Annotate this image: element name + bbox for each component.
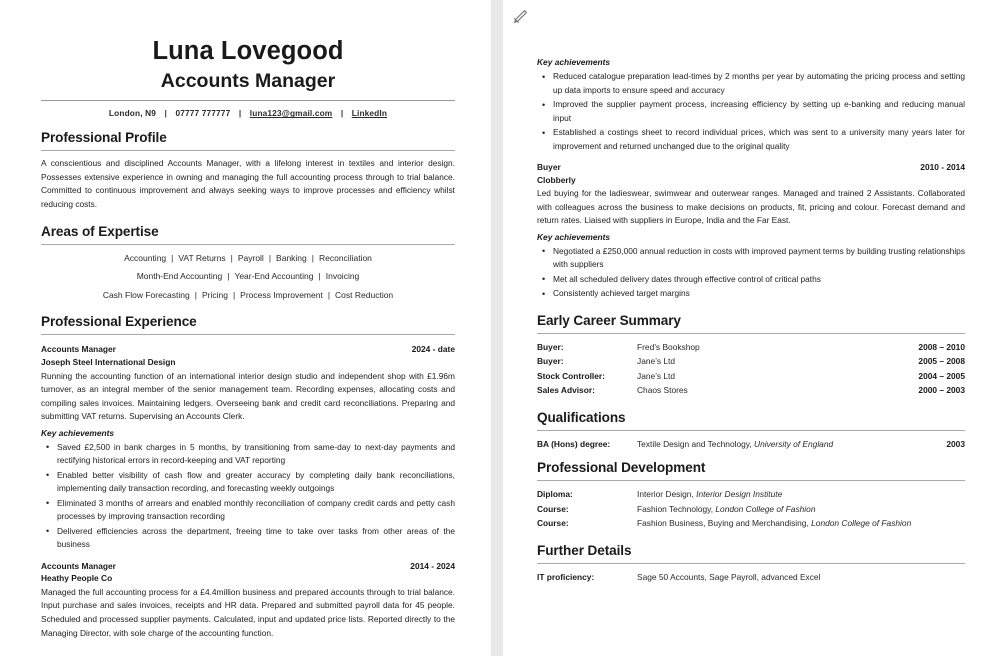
- expertise-separator: |: [232, 289, 236, 300]
- experience-title-row: [41, 560, 455, 573]
- expertise-separator: |: [268, 252, 272, 263]
- contact-location: London, N9: [108, 108, 157, 119]
- key-achievements-list-continued: [537, 70, 965, 153]
- expertise-item: Invoicing: [325, 271, 360, 282]
- qualification-year: 2003: [946, 438, 965, 449]
- achievement-bullet: • Eliminated 3 months of arrears and enabled monthly reconciliation of company credit cards and petty cash processes by improving transaction recording: [57, 497, 455, 524]
- expertise-item: VAT Returns: [178, 252, 226, 263]
- contact-separator: |: [164, 108, 167, 119]
- achievement-bullet: • Consistently achieved target margins: [553, 287, 965, 301]
- achievement-bullet: • Established a costings sheet to record individual prices, which was sent to a university many years later for improvement and returned unchanged due to the original quality: [553, 126, 965, 153]
- further-details-value: Sage 50 Accounts, Sage Payroll, advanced Excel: [637, 571, 821, 582]
- section-rule: [537, 480, 965, 481]
- contact-line: [41, 108, 455, 118]
- qualification-detail: Textile Design and Technology, University of England: [637, 438, 834, 449]
- early-career-years: 2005 – 2008: [918, 356, 965, 367]
- section-heading-professional-development: Professional Development: [537, 460, 706, 476]
- development-institution: Interior Design Institute: [696, 489, 783, 500]
- achievement-bullet: • Met all scheduled delivery dates through effective control of critical paths: [553, 273, 965, 287]
- experience-company: Heathy People Co: [41, 573, 113, 584]
- expertise-separator: |: [327, 289, 331, 300]
- achievement-bullet: • Delivered efficiencies across the department, freeing time to take over tasks from other areas of the business: [57, 525, 455, 552]
- expertise-separator: |: [194, 289, 197, 300]
- detail-row: [537, 516, 965, 530]
- key-achievements-label: Key achievements: [537, 231, 611, 242]
- experience-entry: [41, 560, 455, 640]
- expertise-separator: |: [318, 271, 321, 282]
- development-label: Diploma:: [537, 489, 573, 500]
- experience-job-title: Buyer: [537, 162, 561, 173]
- achievement-bullet: • Improved the supplier payment process, increasing efficiency by setting up e-banking and reducing manual input: [553, 98, 965, 125]
- expertise-item: Banking: [276, 252, 307, 263]
- expertise-item: Cash Flow Forecasting: [102, 289, 190, 300]
- page-left: [0, 0, 491, 656]
- section-rule: [41, 150, 455, 151]
- experience-entry: [537, 161, 965, 301]
- expertise-item: Cost Reduction: [335, 289, 394, 300]
- experience-title-row: [41, 343, 455, 356]
- experience-title-row: [537, 161, 965, 174]
- detail-row: [537, 487, 965, 501]
- pen-annotation-icon: [512, 9, 528, 25]
- experience-dates: 2010 - 2014: [920, 162, 965, 173]
- section-rule: [537, 333, 965, 334]
- early-career-role: Buyer:: [537, 341, 564, 352]
- achievement-bullet: • Reduced catalogue preparation lead-times by 2 months per year by automating the pricing process and setting up data imports to ensure speed and accuracy: [553, 70, 965, 97]
- expertise-item: Reconciliation: [318, 252, 372, 263]
- early-career-employer: Chaos Stores: [637, 385, 688, 396]
- detail-row: [537, 354, 965, 368]
- expertise-item: Month-End Accounting: [136, 271, 223, 282]
- early-career-role: Buyer:: [537, 356, 564, 367]
- experience-dates: 2024 - date: [411, 344, 455, 355]
- experience-job-title: Accounts Manager: [41, 344, 116, 355]
- achievement-bullet: • Enabled better visibility of cash flow and greater accuracy by completing daily bank reconciliations, implementing daily transaction recording, and forecasting weekly outgoings: [57, 469, 455, 496]
- areas-of-expertise-list: [41, 251, 455, 303]
- qualification-institution: University of England: [754, 438, 834, 449]
- early-career-years: 2008 – 2010: [918, 341, 965, 352]
- candidate-name: Luna Lovegood: [152, 37, 344, 65]
- key-achievements-label: Key achievements: [41, 427, 115, 438]
- experience-dates: 2014 - 2024: [410, 560, 455, 571]
- early-career-years: 2000 – 2003: [918, 385, 965, 396]
- early-career-years: 2004 – 2005: [918, 370, 965, 381]
- expertise-separator: |: [311, 252, 314, 263]
- early-career-employer: Fred’s Bookshop: [637, 341, 700, 352]
- development-institution: London College of Fashion: [715, 503, 816, 514]
- early-career-employer: Jane’s Ltd: [637, 356, 676, 367]
- detail-row: [537, 502, 965, 516]
- early-career-employer: Jane’s Ltd: [637, 370, 676, 381]
- development-institution: London College of Fashion: [811, 518, 912, 529]
- expertise-item: Payroll: [237, 252, 264, 263]
- expertise-item: Pricing: [201, 289, 228, 300]
- development-detail: Fashion Business, Buying and Merchandising, London College of Fashion: [637, 518, 912, 529]
- development-label: Course:: [537, 518, 569, 529]
- section-heading-qualifications: Qualifications: [537, 409, 626, 425]
- section-heading-further-details: Further Details: [537, 542, 632, 558]
- achievement-bullet: • Saved £2,500 in bank charges in 5 months, by transitioning from same-day to next-day payments and rectifying historical errors in record-keeping and VAT reporting: [57, 441, 455, 468]
- expertise-item: Process Improvement: [240, 289, 323, 300]
- detail-row: [537, 383, 965, 397]
- expertise-separator: |: [230, 252, 233, 263]
- contact-email-link[interactable]: luna123@gmail.com: [249, 108, 333, 119]
- section-rule: [537, 430, 965, 431]
- section-heading-early-career-summary: Early Career Summary: [537, 312, 681, 328]
- further-details-table: [537, 570, 965, 584]
- expertise-row: [41, 288, 455, 303]
- qualification-label: BA (Hons) degree:: [537, 438, 611, 449]
- expertise-item: Accounting: [124, 252, 167, 263]
- experience-description: Managed the full accounting process for a £4.4million business and prepared accounts through to trial balance. Input purchase and sales invoices, receipts and HR data. Prepared and submitted payroll data for 45 people. Scheduled and processed supplier payments. Calculated, input and updated price lists. Reported directly to the Managing Director, with sole charge of the accounting function.: [41, 586, 455, 638]
- expertise-item: Year-End Accounting: [234, 271, 314, 282]
- expertise-row: [41, 251, 455, 266]
- experience-description: Running the accounting function of an international interior design studio and independent shop with £1.96m turnover, as an integral member of the senior management team. Recording expenses, allocating costs and compiling sales invoices. Maintaining ledgers. Overseeing bank and credit card reconciliations. Preparing and submitting VAT returns. Supervising an Accounts Clerk.: [41, 370, 455, 422]
- qualifications-table: [537, 437, 965, 451]
- header-divider: [41, 100, 455, 101]
- achievement-bullet: • Negotiated a £250,000 annual reduction in costs with improved payment terms by building trusting relationships with suppliers: [553, 245, 965, 272]
- key-achievements-list: [537, 245, 965, 301]
- contact-separator: |: [340, 108, 344, 119]
- experience-job-title: Accounts Manager: [41, 560, 116, 571]
- early-career-role: Sales Advisor:: [537, 385, 595, 396]
- contact-phone: 07777 777777: [175, 108, 231, 119]
- page-gutter: [491, 0, 503, 656]
- early-career-table: [537, 340, 965, 398]
- section-heading-professional-profile: Professional Profile: [41, 130, 167, 146]
- expertise-separator: |: [227, 271, 230, 282]
- professional-profile-text: A conscientious and disciplined Accounts Manager, with a lifelong interest in textiles and interior design. Possesses extensive experience in owning and managing the full accounting process through to trial balance. Committed to continuous improvement and always seeking ways to improve processes and efficiency whilst reducing costs.: [41, 158, 455, 209]
- experience-company: Joseph Steel International Design: [41, 356, 176, 367]
- development-detail: Fashion Technology, London College of Fashion: [637, 503, 816, 514]
- detail-row: [537, 369, 965, 383]
- key-achievements-label: Key achievements: [537, 57, 611, 67]
- section-heading-professional-experience: Professional Experience: [41, 314, 197, 330]
- section-rule: [537, 563, 965, 564]
- section-rule: [41, 334, 455, 335]
- expertise-row: [41, 269, 455, 284]
- contact-linkedin-link[interactable]: LinkedIn: [351, 108, 388, 119]
- professional-development-table: [537, 487, 965, 530]
- expertise-separator: |: [171, 252, 174, 263]
- experience-description: Led buying for the ladieswear, swimwear and outerwear ranges. Managed and trained 2 Assistants. Collaborated with colleagues across the business to make decisions on products, fit, pricing and colour. Forecast demand and return rates. Liaised with suppliers in Europe, India and the Far East.: [537, 188, 965, 226]
- section-heading-areas-of-expertise: Areas of Expertise: [41, 223, 159, 239]
- early-career-role: Stock Controller:: [537, 370, 605, 381]
- experience-company: Clobberly: [537, 174, 576, 185]
- further-details-label: IT proficiency:: [537, 571, 595, 582]
- key-achievements-list: [41, 441, 455, 552]
- page-right: [503, 0, 996, 656]
- experience-entry: [41, 343, 455, 551]
- detail-row: [537, 570, 965, 584]
- development-detail: Interior Design, Interior Design Institute: [637, 489, 783, 500]
- contact-separator: |: [238, 108, 242, 119]
- detail-row: [537, 437, 965, 451]
- candidate-job-title: Accounts Manager: [160, 70, 336, 93]
- detail-row: [537, 340, 965, 354]
- section-rule: [41, 244, 455, 245]
- development-label: Course:: [537, 503, 569, 514]
